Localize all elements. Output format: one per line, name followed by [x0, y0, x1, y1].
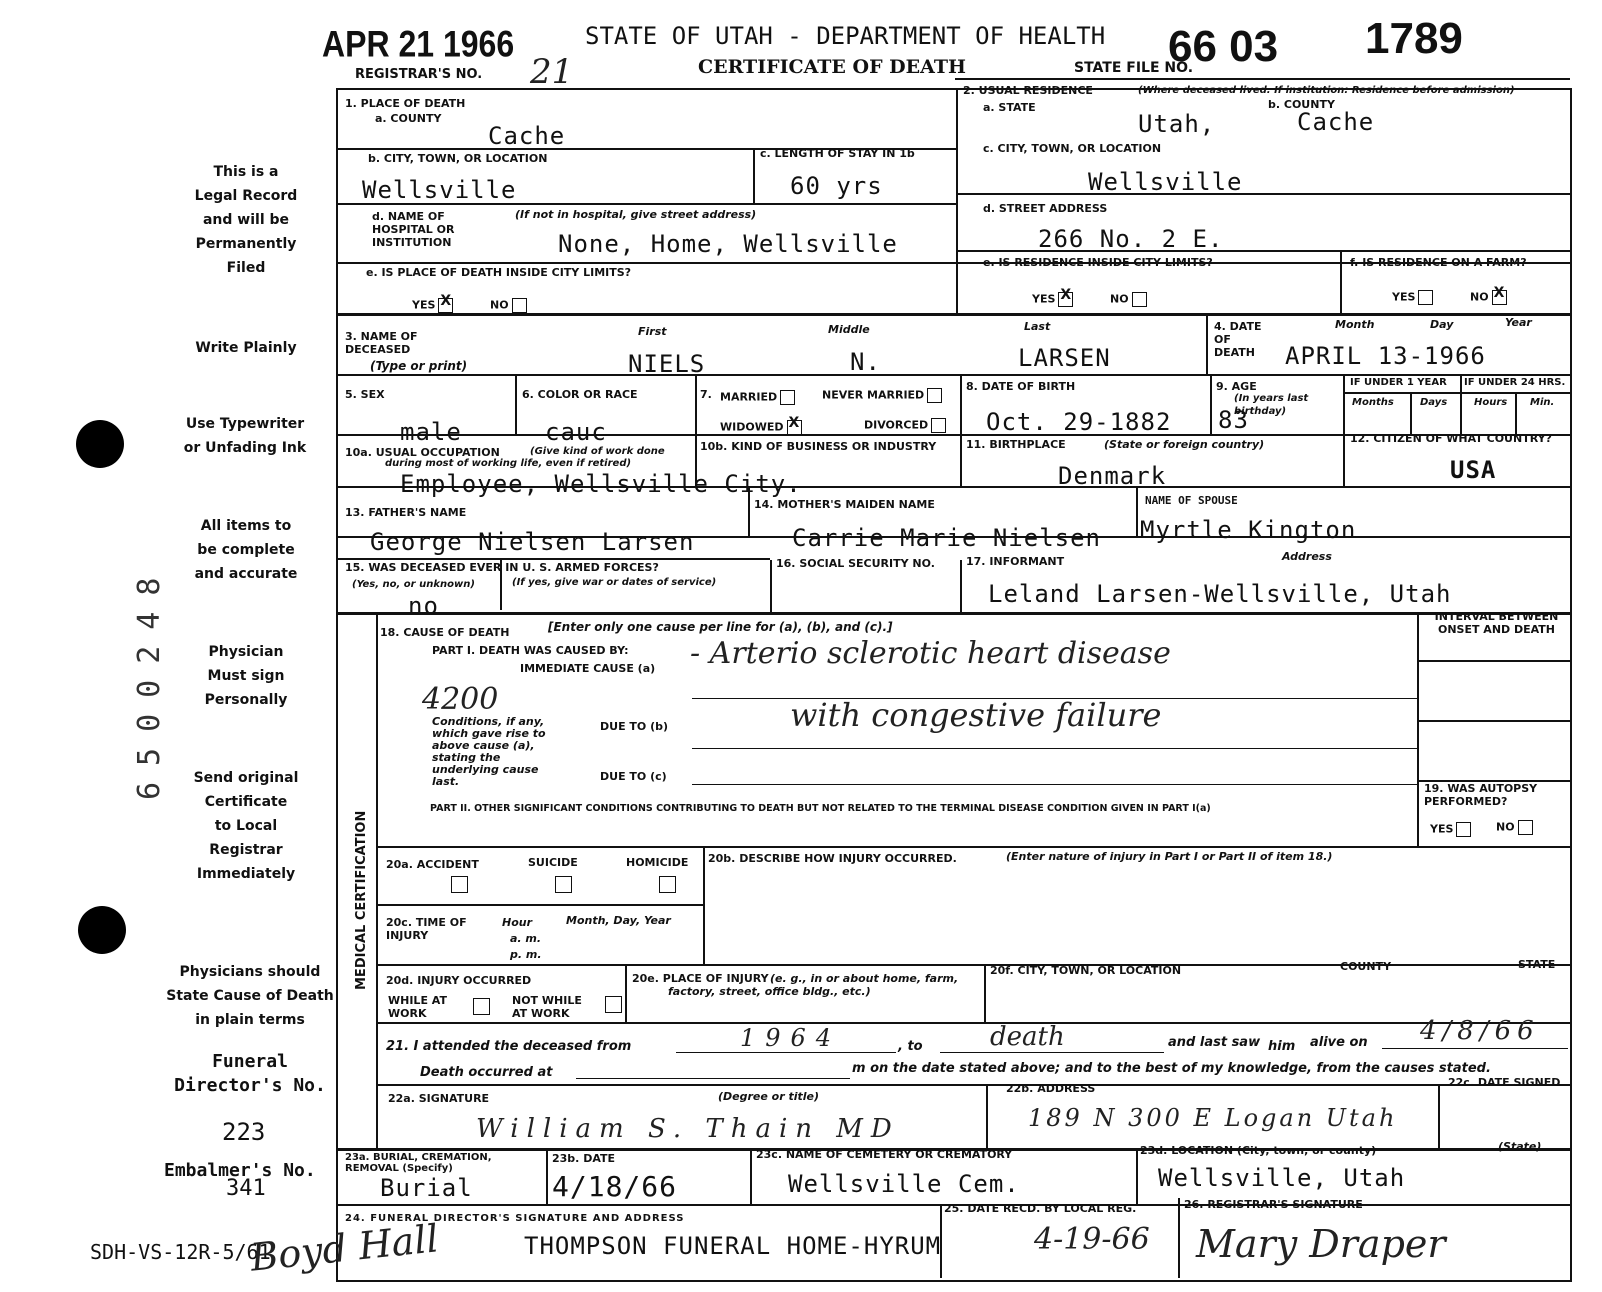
- cause-of-death-note: [Enter only one cause per line for (a), (b), and (c).]: [548, 620, 893, 634]
- res-city-limits-no-checkbox[interactable]: [1132, 292, 1147, 307]
- last-name-value: LARSEN: [1018, 344, 1111, 372]
- race-value: cauc: [545, 418, 607, 446]
- homicide-checkbox[interactable]: [659, 876, 676, 893]
- length-of-stay-value: 60 yrs: [790, 172, 883, 200]
- middle-label: Middle: [828, 323, 870, 336]
- margin-physicians-state: Physicians should State Cause of Death in plain terms: [166, 964, 334, 1028]
- state-file-label: STATE FILE NO.: [1074, 60, 1194, 76]
- funeral-director-no: 223: [222, 1118, 266, 1146]
- address-label: 22b. ADDRESS: [1006, 1082, 1096, 1095]
- informant-value: Leland Larsen-Wellsville, Utah: [988, 580, 1452, 608]
- suicide-label: SUICIDE: [528, 856, 578, 869]
- registrar-sig-label: 26. REGISTRAR'S SIGNATURE: [1184, 1198, 1363, 1211]
- funeral-director-sig-label: 24. FUNERAL DIRECTOR'S SIGNATURE AND ADDRESS: [345, 1213, 685, 1224]
- margin-items: All items to be complete and accurate: [194, 518, 298, 582]
- citizen-label: 12. CITIZEN OF WHAT COUNTRY?: [1350, 432, 1552, 445]
- date-recd-value: 4-19-66: [1034, 1222, 1150, 1257]
- farm-yes: YES: [1392, 290, 1433, 305]
- res-city-value: Wellsville: [1088, 168, 1243, 196]
- cause-code: 4200: [422, 682, 499, 717]
- injury-how-label: 20b. DESCRIBE HOW INJURY OCCURRED.: [708, 852, 957, 865]
- res-county-value: Cache: [1297, 108, 1375, 136]
- widowed-option: WIDOWEDX: [720, 420, 802, 435]
- armed-forces-note-a: (Yes, no, or unknown): [352, 579, 475, 590]
- mdy-label: Month, Day, Year: [566, 914, 671, 927]
- marital-label: 7.: [700, 388, 712, 401]
- due-to-c-label: DUE TO (c): [600, 770, 667, 783]
- autopsy-no: NO: [1496, 820, 1533, 835]
- injury-state-label: STATE: [1518, 958, 1556, 971]
- middle-name-value: N.: [850, 348, 881, 376]
- city-limits-yes-checkbox[interactable]: [438, 298, 453, 313]
- location-label: 23d. LOCATION (City, town, or county): [1140, 1144, 1377, 1157]
- funeral-director-signature: Boyd Hall: [248, 1216, 441, 1280]
- never-married-option: NEVER MARRIED: [822, 388, 942, 403]
- funeral-home-value: THOMPSON FUNERAL HOME-HYRUM: [524, 1232, 942, 1260]
- divorced-checkbox[interactable]: [931, 418, 946, 433]
- last-saw-label: and last saw: [1168, 1035, 1261, 1050]
- birthplace-note: (State or foreign country): [1104, 438, 1265, 451]
- race-label: 6. COLOR OR RACE: [522, 388, 638, 401]
- city-limits-no-checkbox[interactable]: [512, 298, 527, 313]
- occupation-value: Employee, Wellsville City.: [400, 470, 802, 498]
- widowed-checkbox[interactable]: [787, 420, 802, 435]
- first-label: First: [638, 325, 667, 338]
- certificate-title: CERTIFICATE OF DEATH: [698, 56, 966, 78]
- injury-county-label: COUNTY: [1340, 960, 1392, 973]
- am-label: a. m.: [510, 932, 542, 945]
- not-while-at-work: NOT WHILE AT WORK: [512, 994, 582, 1020]
- divorced-option: DIVORCED: [864, 418, 946, 433]
- birthplace-label: 11. BIRTHPLACE: [966, 438, 1066, 451]
- death-date-label: 4. DATE OF DEATH: [1214, 320, 1262, 359]
- burial-label: 23a. BURIAL, CREMATION, REMOVAL (Specify): [345, 1152, 492, 1174]
- res-city-label: c. CITY, TOWN, OR LOCATION: [983, 142, 1162, 155]
- spouse-label: NAME OF SPOUSE: [1145, 494, 1238, 507]
- day-label: Day: [1430, 318, 1454, 331]
- first-name-value: NIELS: [628, 350, 706, 378]
- accident-checkbox[interactable]: [451, 876, 468, 893]
- armed-forces-value: no: [408, 592, 439, 620]
- cause-a-value: - Arterio sclerotic heart disease: [690, 636, 1171, 671]
- informant-address-label: Address: [1282, 550, 1332, 563]
- registrar-signature: Mary Draper: [1196, 1222, 1446, 1266]
- death-date-value: APRIL 13-1966: [1285, 342, 1486, 370]
- name-note: (Type or print): [370, 359, 468, 373]
- margin-typewriter: Use Typewriter or Unfading Ink: [183, 416, 307, 456]
- time-of-injury-label: 20c. TIME OF INJURY: [386, 916, 467, 942]
- conditions-note: Conditions, if any, which gave rise to above cause (a), stating the underlying cause last.: [432, 715, 546, 788]
- cause-b-value: with congestive failure: [790, 696, 1162, 734]
- age-note: (In years last birthday): [1234, 393, 1309, 417]
- place-of-injury-label: 20e. PLACE OF INJURY: [632, 972, 769, 985]
- injury-city-label: 20f. CITY, TOWN, OR LOCATION: [990, 964, 1182, 977]
- citizen-value: USA: [1450, 456, 1497, 484]
- dob-value: Oct. 29-1882: [986, 408, 1172, 436]
- death-occurred-label: Death occurred at: [420, 1065, 553, 1080]
- location-state-label: (State): [1498, 1140, 1542, 1153]
- autopsy-yes: YES: [1430, 822, 1471, 837]
- autopsy-no-checkbox[interactable]: [1518, 820, 1533, 835]
- occupation-note: (Give kind of work done during most of working life, even if retired): [385, 446, 665, 469]
- county-label: a. COUNTY: [375, 112, 442, 125]
- cemetery-label: 23c. NAME OF CEMETERY OR CREMATORY: [756, 1148, 1013, 1161]
- min-label: Min.: [1530, 397, 1555, 408]
- margin-send: Send original Certificate to Local Registrar Immediately: [193, 770, 299, 882]
- interval-label: INTERVAL BETWEEN ONSET AND DEATH: [1434, 610, 1559, 636]
- name-label: 3. NAME OF DECEASED: [345, 330, 418, 356]
- months-label: Months: [1352, 397, 1394, 408]
- burial-value: Burial: [380, 1174, 473, 1202]
- burial-date-value: 4/18/66: [552, 1170, 678, 1203]
- informant-label: 17. INFORMANT: [966, 555, 1065, 568]
- sex-value: male: [400, 418, 462, 446]
- cause-of-death-label: 18. CAUSE OF DEATH: [380, 626, 510, 639]
- embalmer-label: Embalmer's No.: [164, 1160, 316, 1181]
- res-state-value: Utah,: [1138, 110, 1216, 138]
- autopsy-yes-checkbox[interactable]: [1456, 822, 1471, 837]
- injury-how-note: (Enter nature of injury in Part I or Part II of item 18.): [1006, 850, 1333, 863]
- due-to-b-label: DUE TO (b): [600, 720, 669, 733]
- registrar-no: 21: [530, 52, 574, 92]
- dob-label: 8. DATE OF BIRTH: [966, 380, 1076, 393]
- occupation-label: 10a. USUAL OCCUPATION: [345, 446, 500, 459]
- age-value: 83: [1218, 406, 1249, 434]
- father-value: George Nielsen Larsen: [370, 528, 695, 556]
- under-1-year-label: IF UNDER 1 YEAR: [1350, 377, 1447, 388]
- farm-label: f. IS RESIDENCE ON A FARM?: [1350, 256, 1527, 269]
- hospital-label: d. NAME OF HOSPITAL OR INSTITUTION: [372, 210, 455, 249]
- to-label: , to: [898, 1039, 923, 1054]
- margin-physician: Physician Must sign Personally: [204, 644, 288, 708]
- city-limits-label: e. IS PLACE OF DEATH INSIDE CITY LIMITS?: [366, 266, 632, 279]
- armed-forces-note-b: (If yes, give war or dates of service): [512, 577, 717, 588]
- armed-forces-label: 15. WAS DECEASED EVER IN U. S. ARMED FORCES?: [345, 561, 659, 574]
- attended-from-value: 1964: [740, 1024, 842, 1052]
- physician-signature: William S. Thain MD: [476, 1114, 900, 1144]
- sex-label: 5. SEX: [345, 388, 385, 401]
- date-recd-label: 25. DATE RECD. BY LOCAL REG.: [944, 1202, 1137, 1215]
- last-label: Last: [1024, 320, 1051, 333]
- place-of-injury-note: (e. g., in or about home, farm, factory, street, office bldg., etc.): [668, 972, 959, 998]
- embalmer-no: 341: [226, 1176, 266, 1201]
- married-option: MARRIED: [720, 390, 795, 405]
- father-label: 13. FATHER'S NAME: [345, 506, 467, 519]
- alive-on-label: alive on: [1310, 1035, 1368, 1050]
- attended-label: 21. I attended the deceased from: [386, 1039, 632, 1054]
- farm-no-checkbox[interactable]: [1492, 290, 1507, 305]
- accident-label: 20a. ACCIDENT: [386, 858, 479, 871]
- mother-label: 14. MOTHER'S MAIDEN NAME: [754, 498, 935, 511]
- burial-date-label: 23b. DATE: [552, 1152, 615, 1165]
- street-label: d. STREET ADDRESS: [983, 202, 1108, 215]
- margin-write-plainly: Write Plainly: [195, 340, 297, 356]
- signature-label: 22a. SIGNATURE: [388, 1092, 490, 1105]
- date-stamp: APR 21 1966: [322, 23, 515, 65]
- usual-residence-note: (Where deceased lived. If institution: Residence before admission): [1138, 85, 1515, 96]
- medical-certification-label: MEDICAL CERTIFICATION: [354, 810, 369, 990]
- city-limits-yes: YESX: [412, 298, 453, 313]
- pm-label: p. m.: [510, 948, 542, 961]
- location-value: Wellsville, Utah: [1158, 1164, 1406, 1192]
- never-married-checkbox[interactable]: [927, 388, 942, 403]
- not-while-at-work-checkbox[interactable]: [605, 996, 622, 1013]
- res-county-label: b. COUNTY: [1268, 98, 1335, 111]
- alive-on-value: 4/8/66: [1420, 1016, 1540, 1046]
- funeral-director-label: Funeral Director's No.: [174, 1051, 326, 1096]
- hour-label: Hour: [502, 916, 533, 929]
- knowledge-statement: m on the date stated above; and to the best of my knowledge, from the causes stated.: [852, 1061, 1491, 1076]
- res-city-limits-yes-checkbox[interactable]: [1058, 292, 1073, 307]
- punch-hole-top: [76, 420, 124, 468]
- year-label: Year: [1505, 316, 1532, 329]
- degree-label: (Degree or title): [718, 1090, 820, 1103]
- him-label: him: [1268, 1039, 1296, 1054]
- business-label: 10b. KIND OF BUSINESS OR INDUSTRY: [700, 440, 937, 453]
- married-checkbox[interactable]: [780, 390, 795, 405]
- form-number: SDH-VS-12R-5/61: [90, 1240, 271, 1264]
- hours-label: Hours: [1474, 397, 1508, 408]
- res-city-limits-yes: YESX: [1032, 292, 1073, 307]
- registrar-no-label: REGISTRAR'S NO.: [355, 67, 483, 82]
- attended-to-value: death: [990, 1022, 1065, 1052]
- file-no-b: 1789: [1365, 14, 1463, 63]
- injury-occurred-label: 20d. INJURY OCCURRED: [386, 974, 532, 987]
- street-value: 266 No. 2 E.: [1038, 225, 1224, 253]
- county-value: Cache: [488, 122, 566, 150]
- cemetery-value: Wellsville Cem.: [788, 1170, 1020, 1198]
- date-signed-label: 22c. DATE SIGNED: [1448, 1076, 1561, 1089]
- city-limits-no: NO: [490, 298, 527, 313]
- farm-yes-checkbox[interactable]: [1418, 290, 1433, 305]
- part2-label: PART II. OTHER SIGNIFICANT CONDITIONS CONTRIBUTING TO DEATH BUT NOT RELATED TO THE TERMINAL DISEASE CONDITION GIVEN IN PART I(a): [430, 803, 1211, 814]
- res-city-limits-no: NO: [1110, 292, 1147, 307]
- agency-title: STATE OF UTAH - DEPARTMENT OF HEALTH: [585, 22, 1106, 50]
- under-24-label: IF UNDER 24 HRS.: [1464, 377, 1566, 388]
- city-value: Wellsville: [362, 176, 517, 204]
- hospital-note: (If not in hospital, give street address): [515, 208, 757, 221]
- file-no-a: 66 03: [1168, 22, 1279, 71]
- part1-label: PART I. DEATH WAS CAUSED BY:: [432, 644, 629, 657]
- autopsy-label: 19. WAS AUTOPSY PERFORMED?: [1424, 782, 1538, 808]
- birthplace-value: Denmark: [1058, 462, 1167, 490]
- punch-hole-bottom: [78, 906, 126, 954]
- month-label: Month: [1335, 318, 1375, 331]
- place-of-death-label: 1. PLACE OF DEATH: [345, 97, 466, 110]
- res-city-limits-label: e. IS RESIDENCE INSIDE CITY LIMITS?: [983, 256, 1213, 269]
- usual-residence-label: 2. USUAL RESIDENCE: [963, 84, 1093, 97]
- homicide-label: HOMICIDE: [626, 856, 689, 869]
- hospital-value: None, Home, Wellsville: [558, 230, 898, 258]
- physician-address: 189 N 300 E Logan Utah: [1028, 1104, 1398, 1132]
- age-label: 9. AGE: [1216, 380, 1257, 393]
- mother-value: Carrie Marie Nielsen: [792, 524, 1101, 552]
- city-label: b. CITY, TOWN, OR LOCATION: [368, 152, 548, 165]
- suicide-checkbox[interactable]: [555, 876, 572, 893]
- while-at-work-checkbox[interactable]: [473, 998, 490, 1015]
- ssn-label: 16. SOCIAL SECURITY NO.: [776, 557, 935, 570]
- farm-no: NOX: [1470, 290, 1507, 305]
- vertical-serial: 6500248: [132, 561, 167, 800]
- spouse-value: Myrtle Kington: [1140, 516, 1357, 544]
- length-of-stay-label: c. LENGTH OF STAY IN 1b: [760, 147, 915, 160]
- while-at-work: WHILE AT WORK: [388, 994, 447, 1020]
- immediate-cause-label: IMMEDIATE CAUSE (a): [520, 662, 656, 675]
- margin-legal-record: This is a Legal Record and will be Permanently Filed: [194, 164, 298, 276]
- res-state-label: a. STATE: [983, 101, 1036, 114]
- days-label: Days: [1420, 397, 1448, 408]
